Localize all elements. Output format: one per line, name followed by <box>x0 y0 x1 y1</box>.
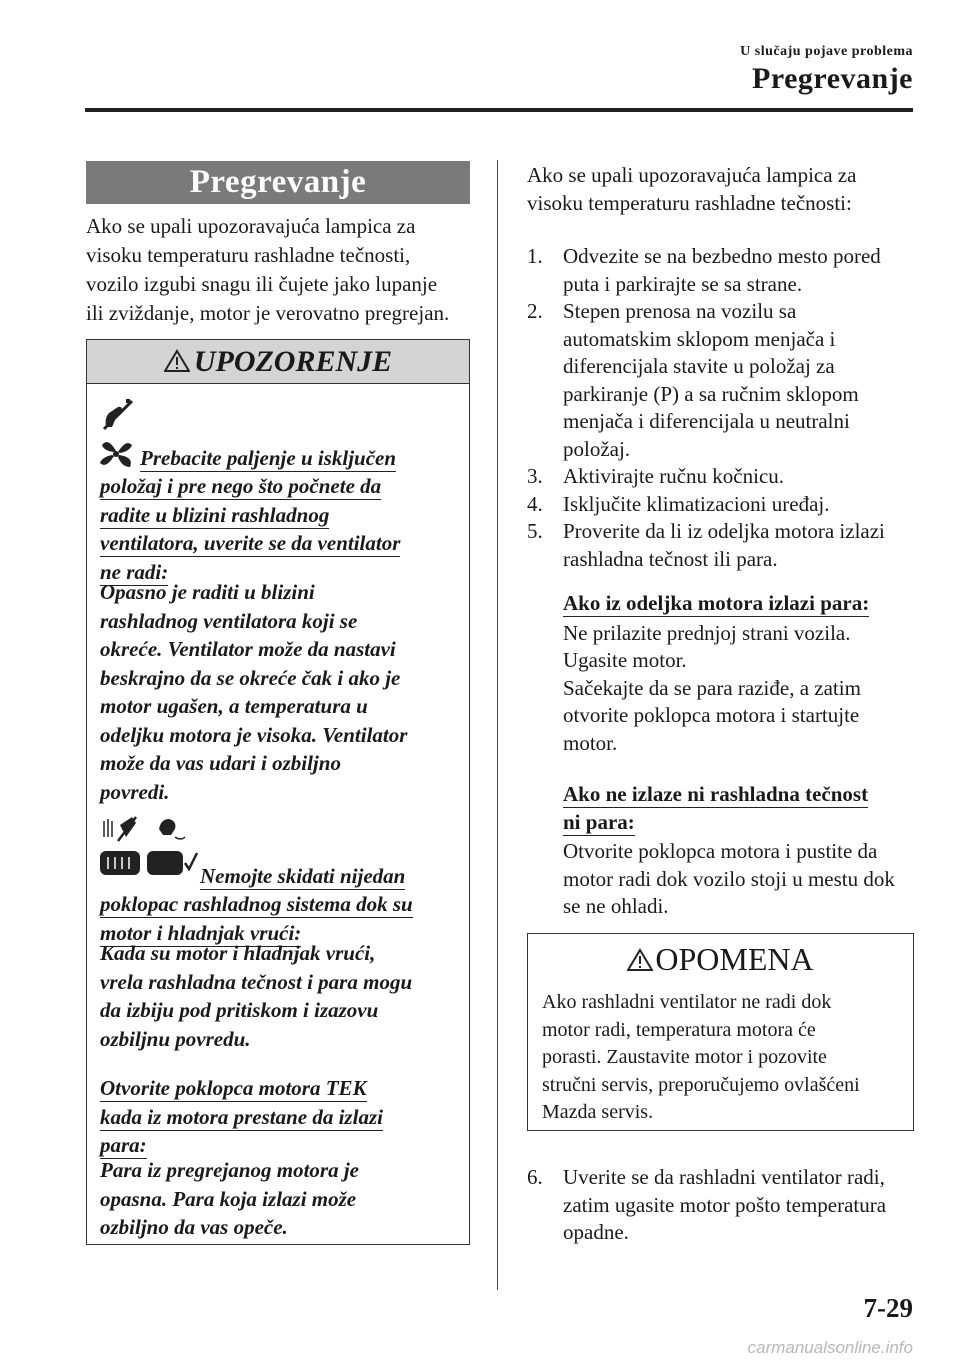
caution-title: OPOMENA <box>655 941 814 977</box>
steam-heading: Ako iz odeljka motora izlazi para: <box>563 591 870 615</box>
intro-line: vozilo izgubi snagu ili čujete jako lupanje <box>86 272 438 296</box>
list-item: 2. Stepen prenosa na vozilu sa automatskim sklopom menjača i diferencijala stavite u položaj za parkiranje (P) a sa ručnim sklopom menjača i diferencijala u neutralni položaj. <box>527 299 859 461</box>
right-intro: Ako se upali upozoravajuća lampica za visoku temperaturu rashladne tečnosti: <box>527 163 857 215</box>
warning-header <box>87 340 469 384</box>
list-item: 1. Odvezite se na bezbedno mesto pored puta i parkirajte se sa strane. <box>527 244 881 296</box>
list-item: 5. Proverite da li iz odeljka motora izlazi rashladna tečnost ili para. <box>527 519 885 571</box>
no-hand-icon <box>100 397 136 438</box>
warning-block1-heading-first: Prebacite paljenje u isključen <box>140 446 397 470</box>
step-6 <box>527 1164 922 1247</box>
page-number: 7-29 <box>863 1293 913 1323</box>
no-steam-heading: Ako ne izlaze ni rashladna tečnost <box>563 782 869 806</box>
no-steam-section: Ako ne izlaze ni rashladna tečnost ni para: Otvorite poklopca motora i pustite da motor radi dok vozilo stoji u mestu dok se ne ohladi. <box>563 782 895 918</box>
warning-block2-body: Kada su motor i hladnjak vrući, vrela rashladna tečnost i para mogu da izbiju pod pritiskom i izazovu ozbiljnu povredu. <box>100 941 413 1051</box>
cool-radiator-check-icon <box>145 815 199 882</box>
list-item: 6. Uverite se da rashladni ventilator radi, zatim ugasite motor pošto temperatura opadne. <box>527 1165 887 1244</box>
steam-section: Ako iz odeljka motora izlazi para: Ne prilazite prednjoj strani vozila. Ugasite motor. Sačekajte da se para raziđe, a zatim otvorite poklopca motora i startujte motor. <box>563 591 870 755</box>
warning-block3-body: Para iz pregrejanog motora je opasna. Para koja izlazi može ozbiljno da vas opeče. <box>100 1158 360 1239</box>
intro-line: ili zviždanje, motor je verovatno pregrejan. <box>86 301 450 325</box>
hot-radiator-icon <box>98 815 144 882</box>
column-divider <box>497 160 498 1290</box>
caution-header <box>528 938 913 980</box>
section-title: Pregrevanje <box>86 161 470 204</box>
chapter-title: Pregrevanje <box>752 62 913 95</box>
warning-title: UPOZORENJE <box>193 345 393 378</box>
caution-text: Ako rashladni ventilator ne radi dok motor radi, temperatura motora će porasti. Zaustavite motor i pozovite stručni servis, preporučujemo ovlašćeni Mazda servis. <box>542 991 860 1123</box>
fan-icon <box>98 437 134 476</box>
steps-list <box>527 243 922 573</box>
warning-block3-heading: Otvorite poklopca motora TEK kada iz motora prestane da izlazi para: <box>100 1076 383 1157</box>
watermark: carmanualsonline.info <box>747 1338 913 1357</box>
chapter-subtitle: U slučaju pojave problema <box>740 44 913 59</box>
header-rule <box>85 108 913 112</box>
warning-block2-heading: poklopac rashladnog sistema dok su motor i hladnjak vrući: <box>100 892 413 945</box>
caution-triangle-icon <box>627 940 653 982</box>
intro-line: visoku temperaturu rashladne tečnosti, <box>86 243 411 267</box>
list-item: 4. Isključite klimatizacioni uređaj. <box>527 491 830 516</box>
warning-block2-heading-first: Nemojte skidati nijedan <box>200 864 406 888</box>
warning-triangle-icon <box>164 342 190 385</box>
warning-block1-body: Opasno je raditi u blizini rashladnog ventilatora koji se okreće. Ventilator može da nastavi beskrajno da se okreće čak i ako je motor ugašen, a temperatura u odeljku motora je visoka. Ventilator može da vas udari i ozbiljno povredi. <box>100 580 408 804</box>
intro-line: Ako se upali upozoravajuća lampica za <box>86 214 416 238</box>
section-intro <box>86 212 476 328</box>
caution-box <box>527 933 914 1131</box>
warning-block1-heading: položaj i pre nego što počnete da radite u blizini rashladnog ventilatora, uverite se da ventilator ne radi: <box>100 474 401 584</box>
list-item: 3. Aktivirajte ručnu kočnicu. <box>527 464 785 488</box>
